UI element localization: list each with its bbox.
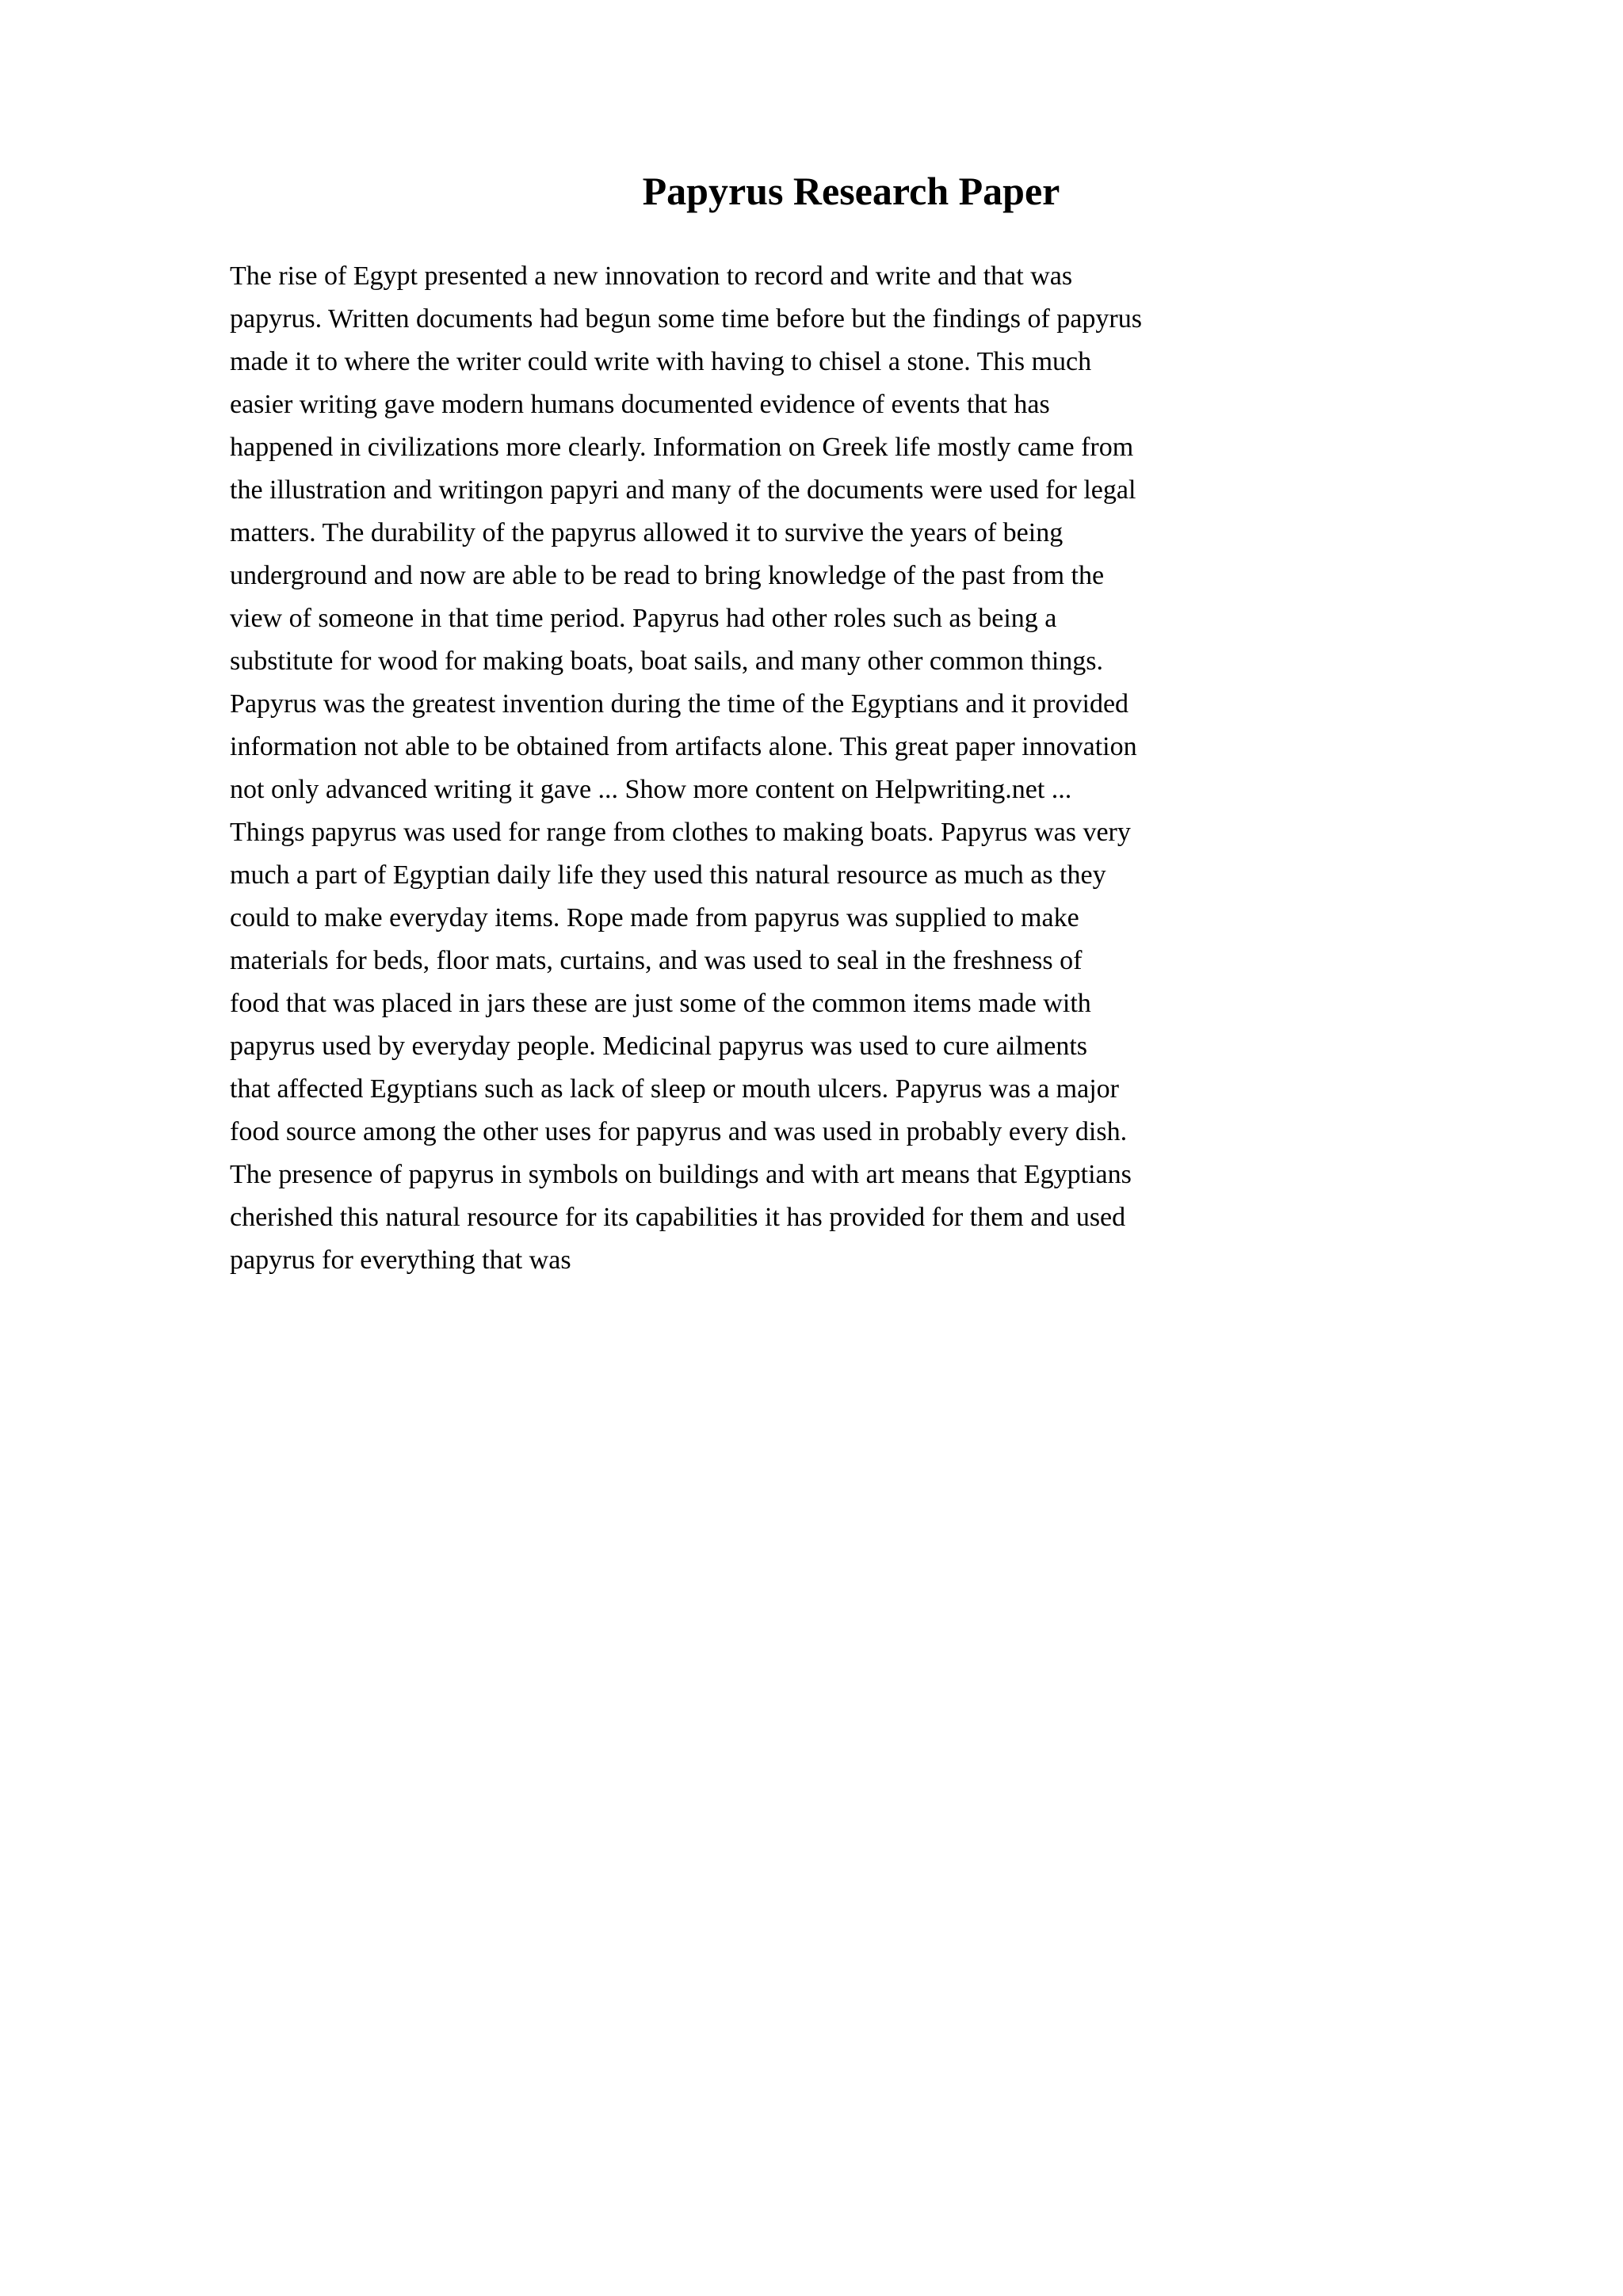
text-line: papyrus used by everyday people. Medicinal papyrus was used to cure ailments [230,1032,1088,1061]
text-line: papyrus. Written documents had begun some time before but the findings of papyrus [230,304,1142,334]
text-line: view of someone in that time period. Papyrus had other roles such as being a [230,604,1057,633]
text-line: papyrus for everything that was [230,1245,571,1275]
text-line: food source among the other uses for papyrus and was used in probably every dish. [230,1117,1128,1146]
text-line: that affected Egyptians such as lack of sleep or mouth ulcers. Papyrus was a major [230,1074,1119,1104]
text-line: the illustration and writingon papyri and many of the documents were used for legal [230,475,1136,505]
text-line: easier writing gave modern humans documented evidence of events that has [230,390,1050,419]
text-line: cherished this natural resource for its capabilities it has provided for them and used [230,1203,1126,1232]
text-line: made it to where the writer could write with having to chisel a stone. This much [230,347,1092,376]
text-line: materials for beds, floor mats, curtains, and was used to seal in the freshness of [230,946,1083,975]
text-line: information not able to be obtained from artifacts alone. This great paper innovation [230,732,1137,761]
text-line: The presence of papyrus in symbols on buildings and with art means that Egyptians [230,1160,1132,1189]
text-line: happened in civilizations more clearly. Information on Greek life mostly came from [230,433,1134,462]
page-title: Papyrus Research Paper [642,169,1060,213]
text-line: not only advanced writing it gave ... Show more content on Helpwriting.net ... [230,775,1072,804]
text-line: Things papyrus was used for range from clothes to making boats. Papyrus was very [230,818,1131,847]
text-line: The rise of Egypt presented a new innovation to record and write and that was [230,261,1073,291]
text-line: underground and now are able to be read to bring knowledge of the past from the [230,561,1105,590]
text-line: matters. The durability of the papyrus allowed it to survive the years of being [230,518,1064,547]
text-line: substitute for wood for making boats, boat sails, and many other common things. [230,646,1104,676]
body-text [230,255,1472,1282]
text-line: food that was placed in jars these are just some of the common items made with [230,989,1091,1018]
text-line: much a part of Egyptian daily life they used this natural resource as much as they [230,860,1106,890]
text-line: Papyrus was the greatest invention during the time of the Egyptians and it provided [230,689,1129,719]
text-line: could to make everyday items. Rope made from papyrus was supplied to make [230,903,1079,933]
